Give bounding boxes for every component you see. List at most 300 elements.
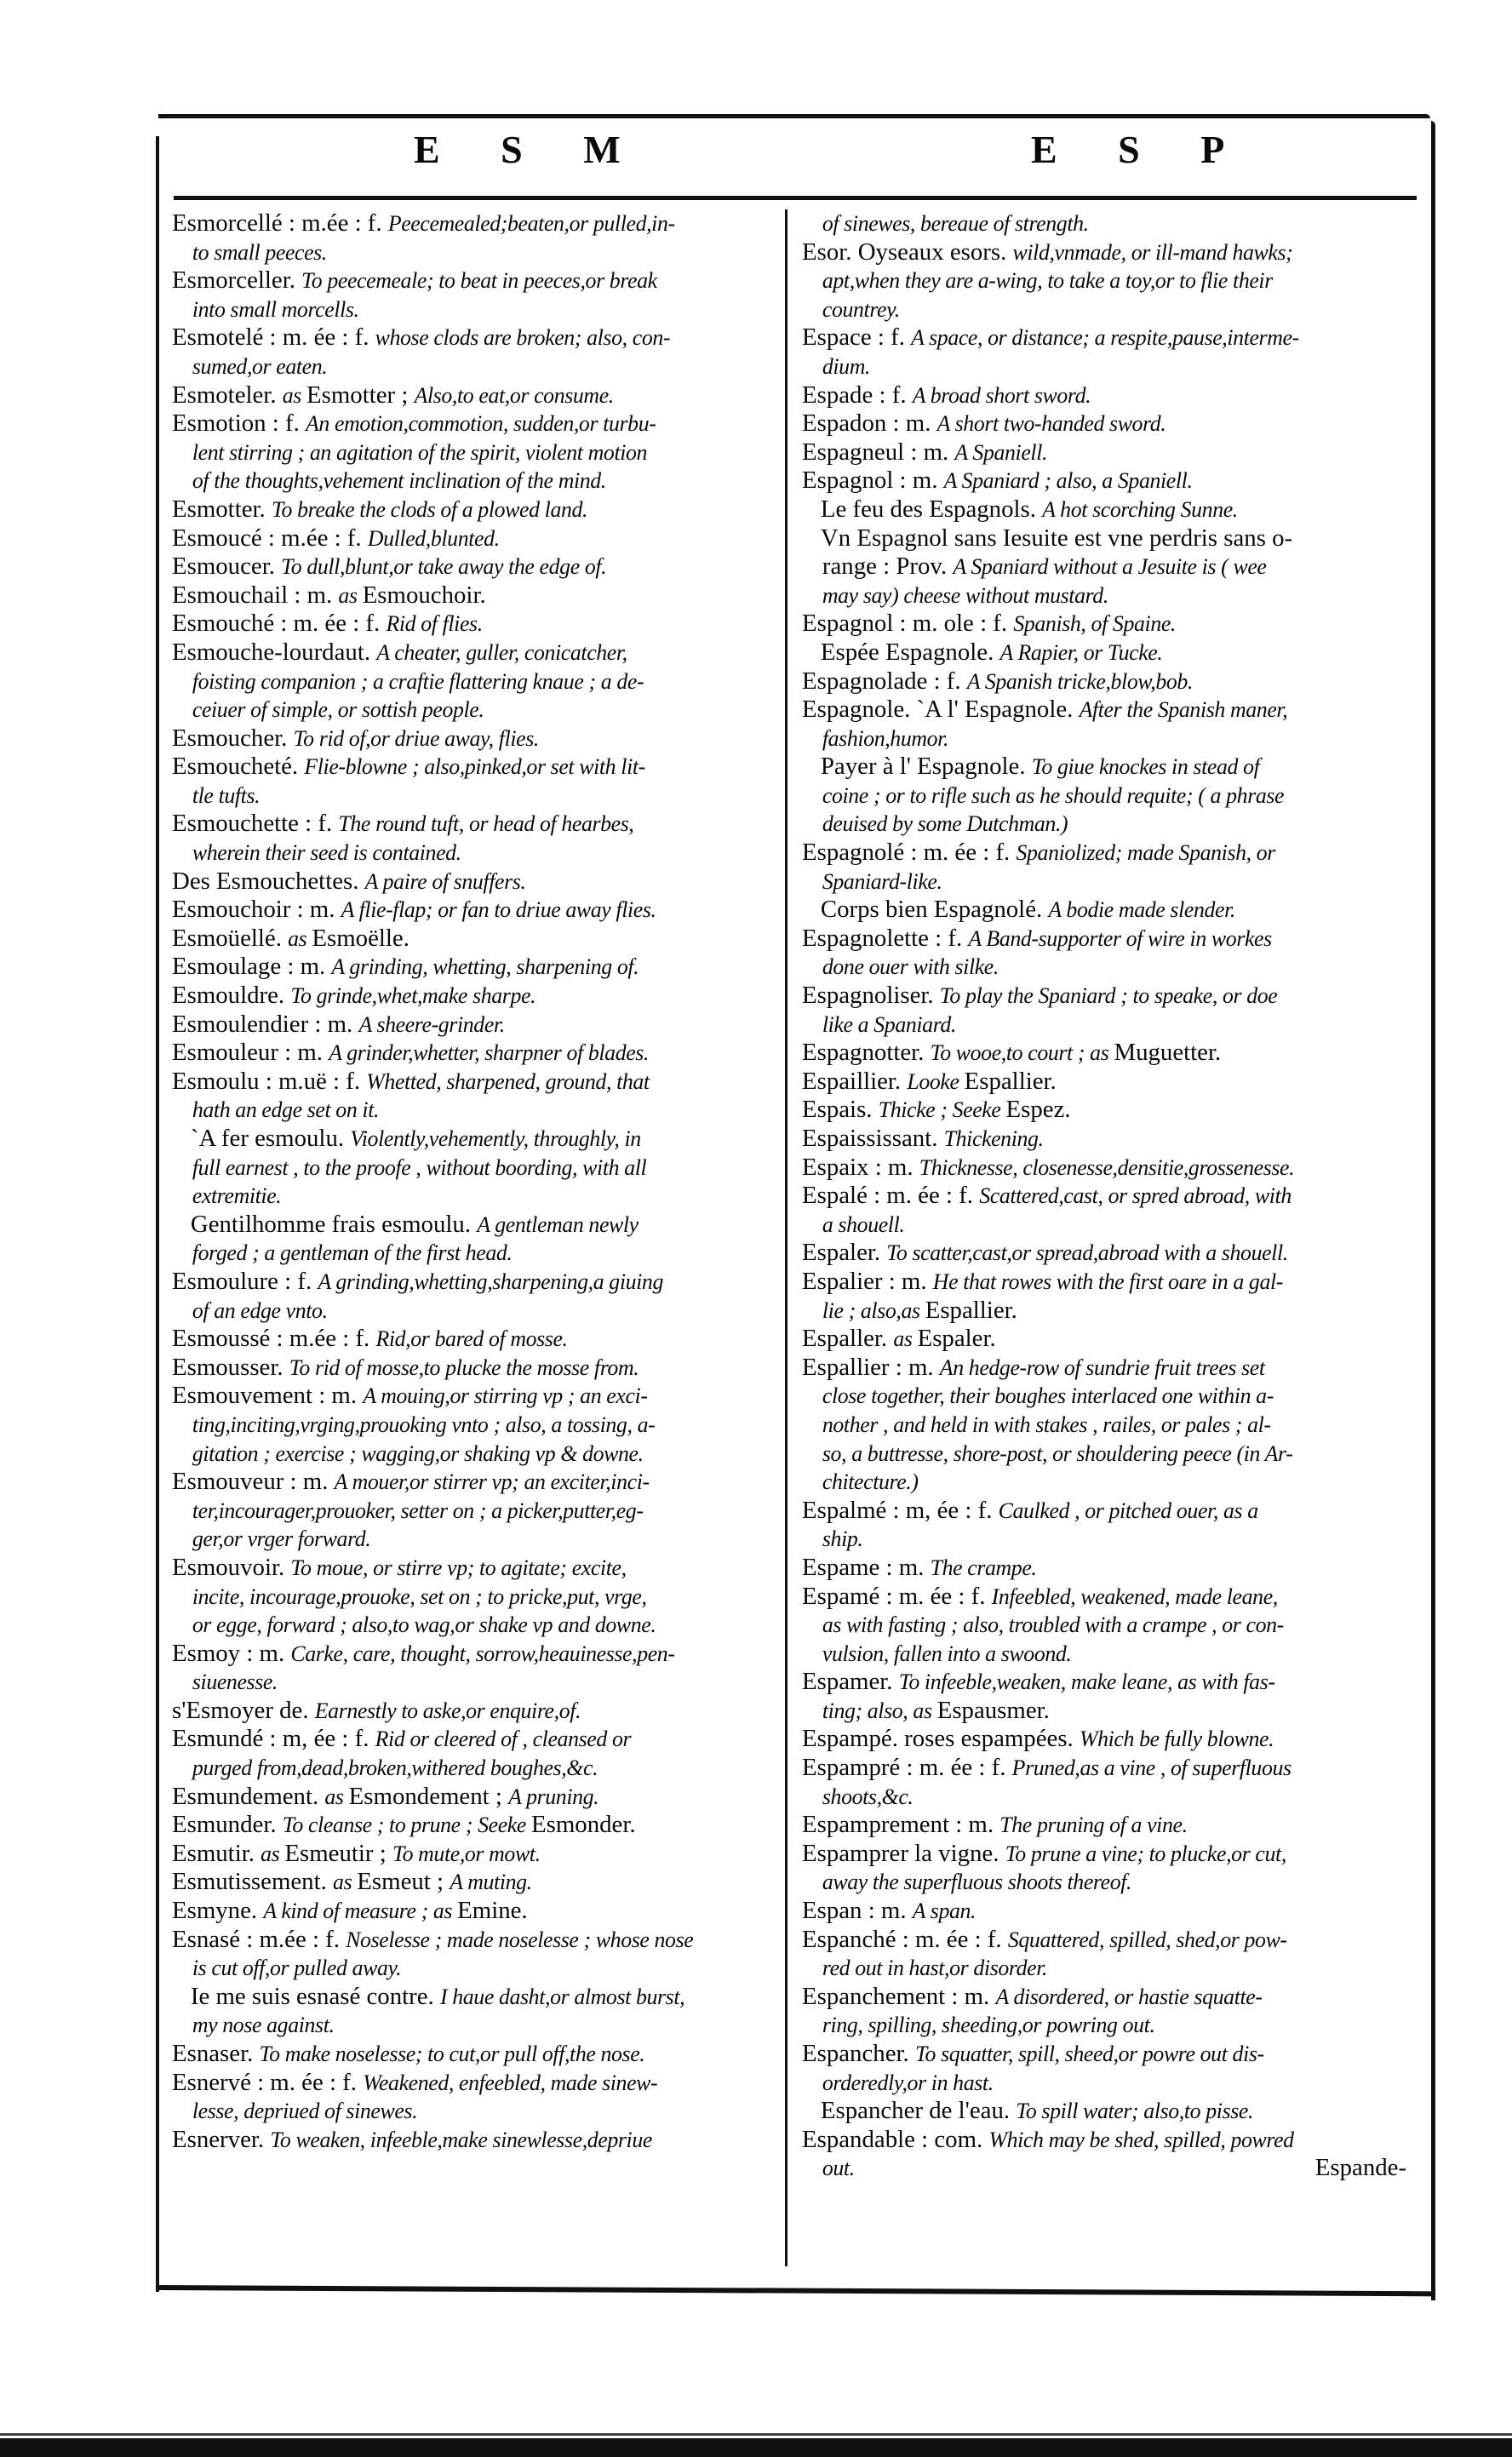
definition-text: Violently,vehemently, throughly, in	[350, 1126, 641, 1151]
headword-text: Muguetter.	[1114, 1039, 1222, 1067]
entry-line	[172, 381, 775, 410]
headword-text: Esmoëlle.	[312, 924, 410, 952]
definition-text: An hedge-row of sundrie fruit trees set	[939, 1354, 1265, 1380]
definition-text: ger,or vrger forward.	[192, 1526, 371, 1552]
entry-line	[172, 266, 775, 295]
definition-text: To wooe,to court ; as	[930, 1040, 1114, 1066]
definition-text: A Spaniard ; also, a Spaniell.	[943, 468, 1193, 494]
continuation-line	[172, 352, 775, 381]
headword-text: Espagnolette : f.	[802, 924, 969, 952]
continuation-line	[172, 1668, 775, 1697]
definition-text: To infeeble,weaken, make leane, as with fas-	[898, 1670, 1275, 1695]
definition-text: A bodie made slender.	[1048, 897, 1235, 923]
headword-text: Espagnol : m. ole : f.	[802, 610, 1014, 638]
scan-edge-band	[0, 2438, 1512, 2457]
headword-text: Espamprer la vigne.	[802, 1839, 1005, 1867]
definition-text: Thickening.	[943, 1126, 1044, 1151]
headword-text: Espadon : m.	[802, 410, 937, 438]
definition-text: countrey.	[822, 296, 900, 322]
entry-line	[802, 610, 1418, 639]
continuation-line	[172, 1411, 775, 1440]
definition-text: dium.	[822, 353, 871, 379]
definition-text: To rid of,or driue away, flies.	[293, 725, 539, 751]
continuation-line	[802, 2154, 1418, 2183]
continuation-line	[802, 810, 1418, 839]
definition-text: Peecemealed;beaten,or pulled,in-	[387, 211, 675, 236]
definition-text: sumed,or eaten.	[192, 353, 328, 379]
entry-line	[802, 1154, 1418, 1183]
entry-line	[172, 1039, 775, 1068]
entry-line	[802, 1096, 1418, 1125]
definition-text: To mute,or mowt.	[392, 1841, 541, 1866]
subentry-line	[802, 2097, 1418, 2126]
headword-text: Esmouleur : m.	[172, 1039, 329, 1067]
headword-text: Esmouche-lourdaut.	[172, 638, 377, 666]
headword-text: Esmoulu : m.uë : f.	[172, 1067, 367, 1095]
continuation-line	[172, 467, 775, 495]
continuation-line	[172, 238, 775, 267]
continuation-line	[802, 1440, 1418, 1469]
definition-text: To grinde,whet,make sharpe.	[290, 983, 536, 1009]
headword-text: Espaler.	[917, 1325, 996, 1353]
definition-text: A Spaniard without a Jesuite is ( wee	[953, 554, 1267, 580]
definition-text: A mouer,or stirrer vp; an exciter,inci-	[334, 1469, 650, 1495]
headword-text: Esmoucheté.	[172, 753, 305, 781]
definition-text: To peecemeale; to beat in peeces,or break	[301, 268, 657, 294]
headword-text: Espallier.	[964, 1067, 1057, 1095]
subentry-line	[802, 524, 1418, 553]
continuation-line	[802, 1297, 1418, 1326]
headword-text: Des Esmouchettes.	[172, 867, 365, 895]
entry-line	[802, 2126, 1418, 2155]
headword-text: Esmouchette : f.	[172, 810, 339, 838]
definition-text: orderedly,or in hast.	[822, 2070, 994, 2095]
headword-text: Gentilhomme frais esmoulu.	[190, 1210, 478, 1238]
continuation-line	[802, 724, 1418, 753]
definition-text: To scatter,cast,or spread,abroad with a shouell.	[886, 1240, 1288, 1266]
headword-text: Le feu des Espagnols.	[820, 495, 1043, 523]
entry-line	[802, 696, 1418, 724]
continuation-line	[172, 1611, 775, 1640]
definition-text: Carke, care, thought, sorrow,heauinesse,pen-	[290, 1641, 675, 1666]
definition-text: A Spanish tricke,blow,bob.	[966, 668, 1194, 694]
entry-line	[172, 1868, 775, 1897]
continuation-line	[172, 1497, 775, 1526]
headword-text: Espaix : m.	[802, 1153, 919, 1181]
definition-text: Whetted, sharpened, ground, that	[366, 1068, 650, 1094]
definition-text: A sheere-grinder.	[358, 1011, 505, 1037]
headword-text: Esmouchail : m.	[172, 581, 339, 609]
continuation-line	[802, 1954, 1418, 1983]
headword-text: Esmouvement : m.	[172, 1382, 364, 1410]
headword-text: Espampré : m. ée : f.	[802, 1754, 1012, 1782]
entry-line	[172, 724, 775, 753]
definition-text: my nose against.	[192, 2013, 335, 2038]
definition-text: Rid,or bared of mosse.	[375, 1326, 568, 1352]
entry-line	[172, 581, 775, 610]
entry-line	[802, 1754, 1418, 1783]
headword-text: Esmoucer.	[172, 553, 282, 581]
definition-text: An emotion,commotion, sudden,or turbu-	[306, 411, 656, 437]
headword-text: Esmoucher.	[172, 724, 294, 752]
headword-text: Espamprement : m.	[802, 1811, 1000, 1839]
frame-bottom-border	[158, 2285, 1434, 2296]
definition-text: red out in hast,or disorder.	[822, 1956, 1048, 1981]
headword-text: Espalier : m.	[802, 1267, 933, 1295]
headword-text: Esmutissement.	[172, 1868, 334, 1896]
entry-line	[172, 495, 775, 524]
definition-text: A Spaniell.	[954, 439, 1048, 465]
definition-text: apt,when they are a-wing, to take a toy,or to flie their	[822, 268, 1273, 294]
headword-text: Esmondement ;	[348, 1782, 509, 1810]
definition-text: He that rowes with the first oare in a gal-	[932, 1269, 1284, 1294]
entry-line	[172, 2069, 775, 2098]
frame-top-border	[158, 114, 1430, 118]
headword-text: Esmoteler.	[172, 381, 283, 409]
definition-text: A mouing,or stirring vp ; an exci-	[363, 1383, 648, 1409]
continuation-line	[172, 1182, 775, 1211]
headword-text: Payer à l' Espagnole.	[820, 753, 1032, 781]
definition-text: shoots,&c.	[822, 1784, 914, 1809]
entry-line	[172, 1840, 775, 1869]
definition-text: a shouell.	[822, 1211, 905, 1237]
definition-text: To giue knockes in stead of	[1031, 754, 1260, 780]
entry-line	[172, 1926, 775, 1955]
headword-text: Esmouvoir.	[172, 1553, 291, 1581]
headword-text: `A fer esmoulu.	[190, 1125, 351, 1152]
headword-text: Esmotter.	[172, 495, 272, 523]
continuation-line	[802, 2011, 1418, 2040]
definition-text: A gentleman newly	[477, 1211, 639, 1237]
continuation-line	[802, 1640, 1418, 1669]
definition-text: To squatter, spill, sheed,or powre out dis-	[914, 2042, 1264, 2066]
headword-text: Espamer.	[802, 1668, 899, 1696]
definition-text: To spill water; also,to pisse.	[1016, 2099, 1254, 2124]
definition-text: of the thoughts,vehement inclination of the mind.	[192, 468, 606, 494]
continuation-line	[802, 1411, 1418, 1440]
definition-text: A Rapier, or Tucke.	[999, 639, 1163, 665]
headword-text: Espée Espagnole.	[820, 638, 1000, 666]
entry-line	[802, 1668, 1418, 1697]
headword-text: Esmunder.	[172, 1811, 283, 1839]
continuation-line	[802, 1525, 1418, 1554]
headword-text: Esnasé : m.ée : f.	[172, 1925, 346, 1953]
headword-text: Espagnotter.	[802, 1039, 931, 1067]
continuation-line	[802, 1011, 1418, 1040]
headword-text: range : Prov.	[822, 553, 954, 581]
headword-text: Espallier : m.	[802, 1353, 940, 1381]
column-left	[172, 209, 778, 2154]
definition-text: lie ; also,as	[822, 1297, 925, 1323]
definition-text: wherein their seed is contained.	[192, 840, 461, 866]
entry-line	[172, 1354, 775, 1383]
entry-line	[802, 1725, 1418, 1754]
headword-text: Esmonder.	[531, 1811, 636, 1839]
entry-line	[172, 2040, 775, 2069]
header-rule	[174, 196, 1417, 200]
subentry-line	[172, 1125, 775, 1154]
entry-line	[802, 2040, 1418, 2069]
definition-text: Caulked , or pitched ouer, as a	[998, 1498, 1258, 1523]
entry-line	[172, 1640, 775, 1669]
entry-line	[802, 982, 1418, 1011]
definition-text: as	[261, 1841, 285, 1866]
definition-text: or egge, forward ; also,to wag,or shake vp and downe.	[192, 1612, 656, 1638]
definition-text: Earnestly to aske,or enquire,of.	[314, 1698, 581, 1723]
continuation-line	[802, 1211, 1418, 1240]
running-head-right: E S P	[1031, 128, 1251, 171]
definition-text: Thicke ; Seeke	[878, 1097, 1006, 1123]
definition-text: foisting companion ; a craftie flattering knaue ; a de-	[192, 668, 644, 694]
definition-text: A hot scorching Sunne.	[1042, 496, 1238, 522]
headword-text: s'Esmoyer de.	[172, 1696, 315, 1724]
definition-text: To prune a vine; to plucke,or cut,	[1005, 1841, 1286, 1866]
entry-line	[802, 1125, 1418, 1154]
continuation-line	[172, 1096, 775, 1125]
definition-text: Scattered,cast, or spred abroad, with	[979, 1183, 1292, 1209]
definition-text: chitecture.)	[822, 1469, 919, 1495]
definition-text: as	[338, 582, 363, 608]
definition-text: Noselesse ; made noselesse ; whose nose	[346, 1927, 694, 1952]
headword-text: Espaler.	[802, 1239, 887, 1267]
entry-line	[172, 553, 775, 581]
entry-line	[172, 1811, 775, 1840]
definition-text: is cut off,or pulled away.	[192, 1956, 402, 1981]
continuation-line	[172, 782, 775, 810]
continuation-line	[172, 1754, 775, 1783]
headword-text: Esmousser.	[172, 1353, 289, 1381]
definition-text: so, a buttresse, shore-post, or shouldering peece (in Ar-	[822, 1440, 1293, 1466]
headword-text: Espez.	[1005, 1096, 1071, 1124]
definition-text: A cheater, guller, conicatcher,	[376, 639, 627, 665]
definition-text: A kind of measure ; as	[263, 1899, 458, 1924]
definition-text: The round tuft, or head of hearbes,	[338, 811, 634, 837]
entry-line	[802, 1239, 1418, 1268]
definition-text: To play the Spaniard ; to speake, or doe	[939, 983, 1278, 1009]
column-divider	[785, 209, 788, 2266]
headword-text: Esmotelé : m. ée : f.	[172, 324, 375, 352]
definition-text: A broad short sword.	[912, 382, 1091, 408]
subentry-line	[802, 639, 1418, 667]
headword-text: Espame : m.	[802, 1553, 931, 1581]
headword-text: Vn Espagnol sans Iesuite est vne perdris sans o-	[820, 524, 1293, 552]
headword-text: Espandable : com.	[802, 2125, 989, 2153]
definition-text: ter,incourager,prouoker, setter on ; a picker,putter,eg-	[192, 1498, 644, 1523]
continuation-line	[172, 1440, 775, 1469]
definition-text: Pruned,as a vine , of superfluous	[1011, 1755, 1292, 1781]
definition-text: hath an edge set on it.	[192, 1097, 380, 1123]
subentry-line	[172, 1983, 775, 2012]
definition-text: to small peeces.	[192, 239, 327, 265]
definition-text: A muting.	[450, 1870, 532, 1895]
column-right	[802, 209, 1422, 2183]
definition-text: purged from,dead,broken,withered boughes,&c.	[192, 1755, 598, 1781]
headword-text: Espagnole. `A l' Espagnole.	[802, 696, 1080, 724]
entry-line	[172, 1268, 775, 1297]
definition-text: Squattered, spilled, shed,or pow-	[1007, 1927, 1287, 1952]
entry-line	[802, 1325, 1418, 1354]
headword-text: Esmeut ;	[357, 1868, 450, 1896]
headword-text: Espampé. roses espampées.	[802, 1725, 1080, 1753]
entry-line	[802, 1983, 1418, 2012]
definition-text: nother , and held in with stakes , railes, or pales ; al-	[822, 1412, 1271, 1437]
headword-text: Espagnol : m.	[802, 467, 944, 495]
entry-line	[802, 1554, 1418, 1583]
headword-text: Esmundé : m, ée : f.	[172, 1725, 375, 1753]
continuation-line	[172, 438, 775, 467]
definition-text: deuised by some Dutchman.)	[822, 811, 1068, 837]
continuation-line	[802, 1697, 1418, 1726]
definition-text: extremitie.	[192, 1183, 282, 1209]
definition-text: out.	[822, 2156, 855, 2181]
definition-text: as	[893, 1326, 918, 1352]
definition-text: may say) cheese without mustard.	[822, 582, 1108, 608]
headword-text: Esmorcellé : m.ée : f.	[172, 209, 388, 237]
continuation-line	[172, 1954, 775, 1983]
entry-line	[172, 524, 775, 553]
headword-text: Espalé : m. ée : f.	[802, 1182, 980, 1210]
definition-text: ring, spilling, sheeding,or powring out.	[822, 2013, 1155, 2038]
headword-text: Esmouché : m. ée : f.	[172, 610, 387, 638]
definition-text: Spanish, of Spaine.	[1013, 611, 1176, 637]
entry-line	[802, 1897, 1418, 1926]
headword-text: Esmoulendier : m.	[172, 1010, 359, 1038]
definition-text: To rid of mosse,to plucke the mosse from.	[289, 1354, 639, 1380]
continuation-line	[172, 696, 775, 724]
subentry-line	[802, 495, 1418, 524]
definition-text: Spaniolized; made Spanish, or	[1016, 840, 1275, 866]
definition-text: To moue, or stirre vp; to agitate; excite,	[290, 1555, 627, 1580]
entry-line	[172, 209, 775, 238]
definition-text: A pruning.	[508, 1784, 599, 1809]
definition-text: away the superfluous shoots thereof.	[822, 1870, 1132, 1895]
headword-text: Esmorceller.	[172, 266, 302, 295]
continuation-line	[802, 953, 1418, 982]
continuation-line	[802, 295, 1418, 324]
entry-line	[172, 2126, 775, 2155]
entry-line	[172, 810, 775, 839]
definition-text: Which be fully blowne.	[1079, 1727, 1274, 1752]
entry-line	[802, 381, 1418, 410]
headword-text: Emine.	[457, 1897, 528, 1925]
definition-text: To breake the clods of a plowed land.	[271, 496, 588, 522]
headword-text: Esnaser.	[172, 2040, 260, 2067]
headword-text: Esmyne.	[172, 1897, 264, 1925]
definition-text: Weakened, enfeebled, made sinew-	[363, 2070, 658, 2095]
definition-text: as	[282, 382, 307, 408]
entry-line	[802, 1354, 1418, 1383]
headword-text: Espaller.	[802, 1325, 894, 1353]
headword-text: Esmoy : m.	[172, 1639, 291, 1667]
subentry-line	[802, 896, 1418, 925]
definition-text: Also,to eat,or consume.	[414, 382, 614, 408]
definition-text: as	[333, 1870, 358, 1895]
frame-right-border	[1431, 121, 1435, 2300]
headword-text: Esmoucé : m.ée : f.	[172, 524, 368, 552]
headword-text: Esmoulure : f.	[172, 1267, 318, 1295]
continuation-line	[172, 295, 775, 324]
headword-text: Espalmé : m, ée : f.	[802, 1496, 999, 1524]
continuation-line	[802, 553, 1418, 581]
entry-line	[172, 1897, 775, 1926]
headword-text: Esmoulage : m.	[172, 953, 332, 981]
continuation-line	[172, 1239, 775, 1268]
entry-line	[802, 410, 1418, 438]
definition-text: To weaken, infeeble,make sinewlesse,depriue	[270, 2127, 652, 2152]
entry-line	[172, 410, 775, 438]
definition-text: ting; also, as	[822, 1698, 937, 1723]
headword-text: Esmouchoir.	[362, 581, 486, 609]
definition-text: coine ; or to rifle such as he should requite; ( a phrase	[822, 782, 1285, 808]
headword-text: Espamé : m. ée : f.	[802, 1582, 992, 1610]
definition-text: Spaniard-like.	[822, 868, 942, 894]
definition-text: gitation ; exercise ; wagging,or shaking vp & downe.	[192, 1440, 644, 1466]
headword-text: Esmouldre.	[172, 982, 291, 1010]
definition-text: of an edge vnto.	[192, 1297, 328, 1323]
running-head-left: E S M	[414, 128, 646, 171]
definition-text: full earnest , to the proofe , without boording, with all	[192, 1154, 647, 1180]
definition-text: ceiuer of simple, or sottish people.	[192, 697, 484, 723]
definition-text: Rid or cleered of , cleansed or	[375, 1727, 632, 1752]
entry-line	[802, 1182, 1418, 1211]
headword-text: Espagnolé : m. ée : f.	[802, 839, 1017, 867]
definition-text: of sinewes, bereaue of strength.	[822, 211, 1089, 236]
headword-text: Esmeutir ;	[284, 1839, 392, 1867]
continuation-line	[802, 352, 1418, 381]
continuation-line	[172, 2011, 775, 2040]
definition-text: wild,vnmade, or ill-mand hawks;	[1012, 239, 1293, 265]
entry-line	[802, 839, 1418, 868]
continuation-line	[802, 782, 1418, 810]
headword-text: Esmundement.	[172, 1782, 325, 1810]
frame-left-border	[156, 136, 159, 2292]
definition-text: A grinder,whetter, sharpner of blades.	[329, 1040, 650, 1066]
headword-text: Espaississant.	[802, 1125, 944, 1152]
entry-line	[172, 953, 775, 982]
entry-line	[802, 324, 1418, 352]
continuation-line	[802, 1468, 1418, 1497]
entry-line	[802, 1811, 1418, 1840]
definition-text: A disordered, or hastie squatte-	[995, 1984, 1263, 2009]
headword-text: Espancher.	[802, 2040, 915, 2067]
continuation-line	[802, 209, 1418, 238]
headword-text: Espanché : m. ée : f.	[802, 1925, 1008, 1953]
definition-text: Flie-blowne ; also,pinked,or set with lit-	[304, 754, 645, 780]
entry-line	[802, 438, 1418, 467]
entry-line	[802, 1039, 1418, 1068]
definition-text: as	[288, 925, 312, 951]
definition-text: The crampe.	[930, 1555, 1037, 1580]
headword-text: Espagnoliser.	[802, 982, 940, 1010]
headword-text: Esmotion : f.	[172, 410, 306, 438]
headword-text: Esnerver.	[172, 2125, 271, 2153]
continuation-line	[172, 667, 775, 696]
headword-text: Esnervé : m. ée : f.	[172, 2068, 364, 2096]
definition-text: ship.	[822, 1526, 863, 1552]
continuation-line	[802, 1868, 1418, 1897]
headword-text: Espade : f.	[802, 381, 913, 409]
continuation-line	[172, 1525, 775, 1554]
definition-text: The pruning of a vine.	[999, 1813, 1188, 1838]
headword-text: Esmotter ;	[306, 381, 415, 409]
headword-text: Espausmer.	[936, 1696, 1050, 1724]
definition-text: like a Spaniard.	[822, 1011, 957, 1037]
definition-text: To cleanse ; to prune ; Seeke	[282, 1813, 532, 1838]
headword-text: Espagneul : m.	[802, 438, 955, 466]
definition-text: A grinding,whetting,sharpening,a giuing	[318, 1269, 663, 1294]
definition-text: A space, or distance; a respite,pause,interme-	[911, 325, 1299, 351]
entry-line	[172, 1468, 775, 1497]
